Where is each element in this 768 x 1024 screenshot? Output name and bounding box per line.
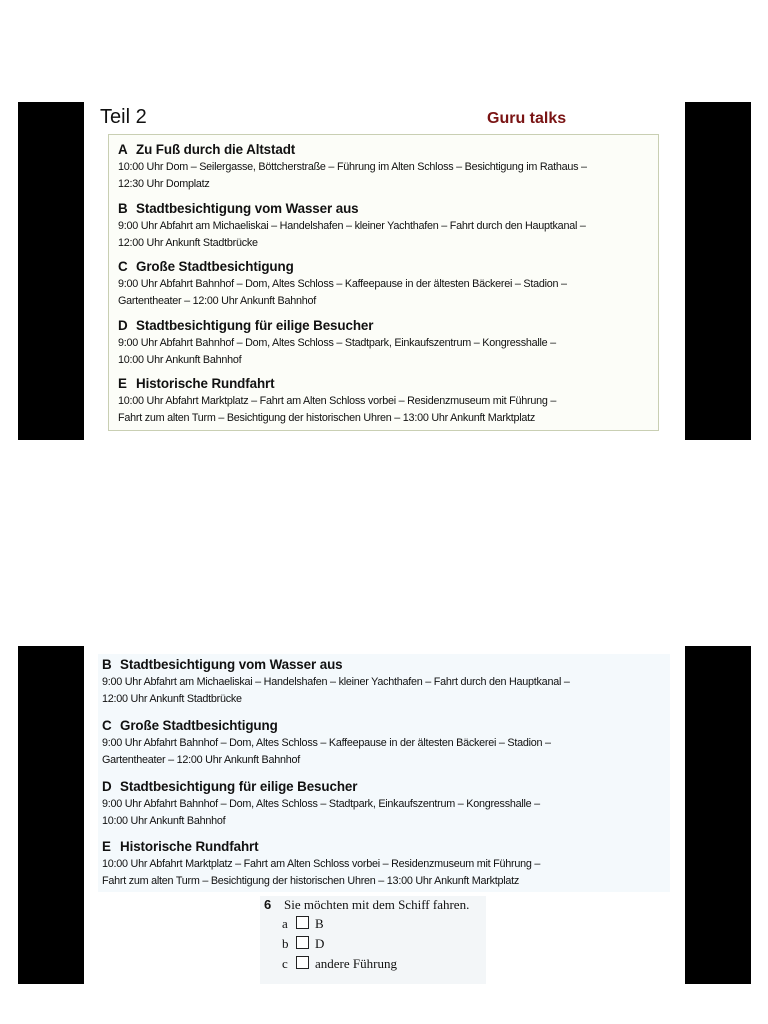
tour-list [98,654,670,892]
question-text: Sie möchten mit dem Schiff fahren. [284,897,470,912]
answer-option-c[interactable] [282,956,397,972]
tour-line: 9:00 Uhr Abfahrt am Michaeliskai – Handelshafen – kleiner Yachthafen – Fahrt durch den Hauptkanal – [102,676,570,688]
tour-letter: C [118,259,128,275]
tour-name: Große Stadtbesichtigung [120,717,278,733]
slide-header [84,102,685,132]
tour-letter: C [102,717,112,733]
option-label: D [315,936,325,951]
tour-title [118,258,650,276]
tour-title [102,656,670,674]
tour-description [102,796,670,830]
tour-letter: E [102,839,111,855]
tour-title [118,375,650,393]
right-black-bar [685,102,751,440]
tour-description [118,218,650,252]
tour-name: Stadtbesichtigung vom Wasser aus [120,657,343,672]
answer-option-a[interactable] [282,916,324,932]
tour-name: Große Stadtbesichtigung [136,259,294,275]
option-label: B [315,916,324,931]
tour-description [118,393,650,427]
tour-description [118,276,650,310]
tour-letter: D [102,778,112,794]
tour-name: Stadtbesichtigung für eilige Besucher [120,778,358,794]
left-black-bar [18,646,84,984]
tour-letter: D [118,317,128,333]
slide-question [84,646,685,984]
tour-line: Fahrt zum alten Turm – Besichtigung der historischen Uhren – 13:00 Uhr Ankunft Marktplatz [102,875,520,888]
tour-item [118,375,650,434]
tour-description [102,856,670,890]
tour-line: 9:00 Uhr Abfahrt Bahnhof – Dom, Altes Schloss – Stadtpark, Einkaufszentrum – Kongresshalle – [118,336,556,349]
tour-name: Stadtbesichtigung für eilige Besucher [136,317,374,333]
question-block [260,896,486,984]
question-number: 6 [264,897,272,912]
tour-name: Stadtbesichtigung vom Wasser aus [136,200,359,216]
tour-line: 9:00 Uhr Abfahrt Bahnhof – Dom, Altes Schloss – Kaffeepause in der ältesten Bäckerei – Stadion – [118,278,567,291]
tour-line: Fahrt zum alten Turm – Besichtigung der historischen Uhren – 13:00 Uhr Ankunft Marktplatz [118,412,536,425]
tour-title [102,717,670,735]
tour-description [102,674,670,708]
tour-name: Historische Rundfahrt [120,839,259,855]
brand-watermark: Guru talks [487,110,567,127]
answer-checkbox[interactable] [296,956,309,969]
tour-letter: B [118,200,128,216]
tour-letter: B [102,657,112,672]
tour-title [118,200,650,218]
tour-item [118,141,650,200]
tour-letter: A [118,142,128,157]
tour-line: 10:00 Uhr Abfahrt Marktplatz – Fahrt am Alten Schloss vorbei – Residenzmuseum mit Führung – [102,858,541,871]
tour-title [118,317,650,335]
tour-name: Historische Rundfahrt [136,376,275,392]
tour-description [118,335,650,369]
tour-name: Zu Fuß durch die Altstadt [136,142,296,157]
tour-item [102,778,670,839]
left-black-bar [18,102,84,440]
tour-line: 9:00 Uhr Abfahrt Bahnhof – Dom, Altes Schloss – Stadtpark, Einkaufszentrum – Kongresshalle – [102,797,540,810]
tour-item [102,838,670,899]
tour-title [118,141,650,159]
tour-item [118,258,650,317]
tour-title [102,778,670,796]
tour-line: 10:00 Uhr Dom – Seilergasse, Böttcherstraße – Führung im Alten Schloss – Besichtigung im Rathaus – [118,161,587,173]
option-letter: a [282,916,288,931]
tour-line: 9:00 Uhr Abfahrt am Michaeliskai – Handelshafen – kleiner Yachthafen – Fahrt durch den Hauptkanal – [118,219,586,232]
tour-title [102,838,670,856]
question-prompt [264,897,469,913]
tour-line: Gartentheater – 12:00 Uhr Ankunft Bahnhof [118,295,317,308]
tour-line: 12:00 Uhr Ankunft Stadtbrücke [118,236,258,249]
tour-item [102,656,670,717]
tour-description [118,159,650,193]
tour-line: 9:00 Uhr Abfahrt Bahnhof – Dom, Altes Schloss – Kaffeepause in der ältesten Bäckerei – Stadion – [102,736,551,749]
answer-checkbox[interactable] [296,936,309,949]
slide-teil-2 [84,102,685,440]
tour-line: 10:00 Uhr Ankunft Bahnhof [102,814,226,827]
tour-item [118,200,650,259]
tour-item [118,317,650,376]
tour-list [108,134,659,431]
tour-description [102,735,670,769]
tour-line: 12:30 Uhr Domplatz [118,178,210,190]
tour-line: 10:00 Uhr Ankunft Bahnhof [118,353,242,366]
answer-option-b[interactable] [282,936,324,952]
tour-letter: E [118,376,127,392]
right-black-bar [685,646,751,984]
answer-checkbox[interactable] [296,916,309,929]
tour-line: 10:00 Uhr Abfahrt Marktplatz – Fahrt am Alten Schloss vorbei – Residenzmuseum mit Führung – [118,395,557,408]
tour-line: Gartentheater – 12:00 Uhr Ankunft Bahnhof [102,753,301,766]
option-letter: c [282,956,288,971]
option-letter: b [282,936,289,951]
tour-item [102,717,670,778]
option-label: andere Führung [315,956,397,971]
page-title: Teil 2 [100,106,147,128]
tour-line: 12:00 Uhr Ankunft Stadtbrücke [102,693,242,705]
